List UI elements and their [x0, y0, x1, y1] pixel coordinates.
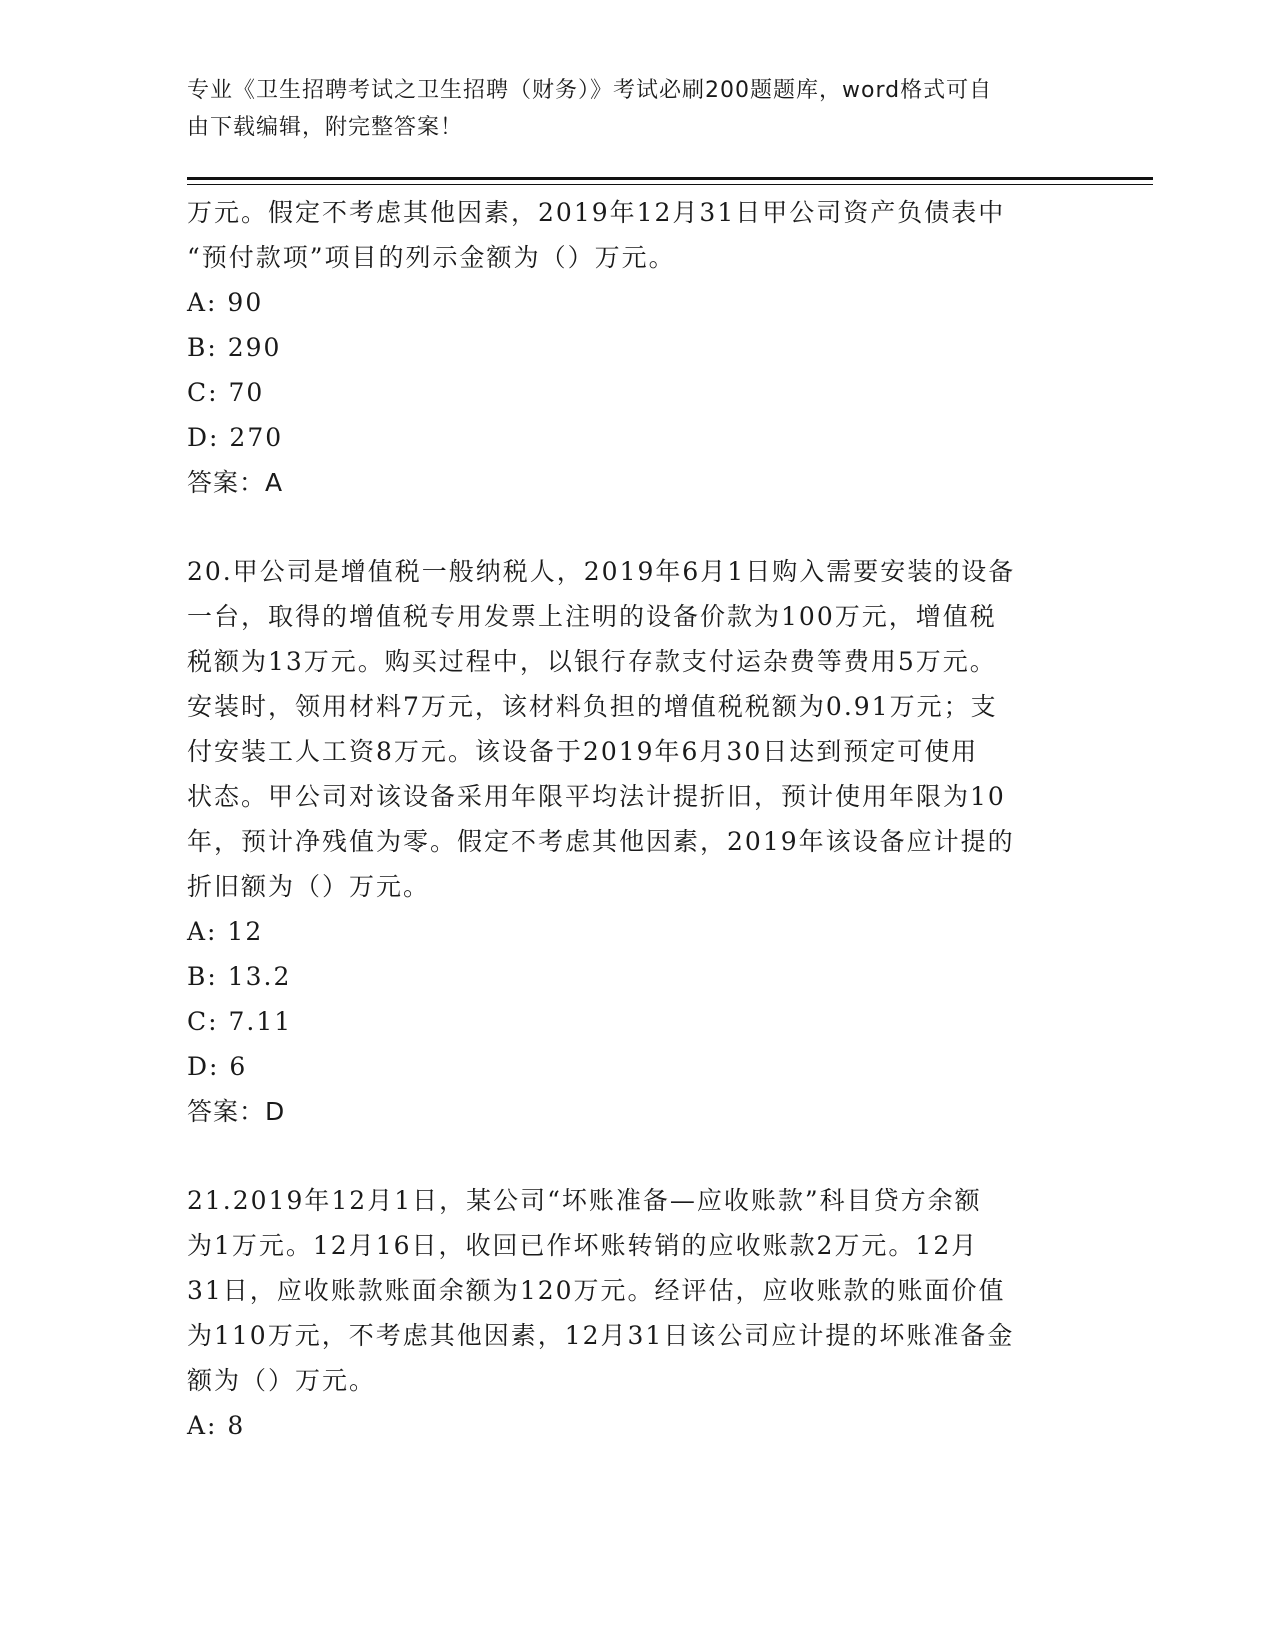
question-20 [187, 549, 1087, 1134]
question-stem-line: 为110万元，不考虑其他因素，12月31日该公司应计提的坏账准备金 [187, 1321, 1015, 1350]
question-stem-line: 年，预计净残值为零。假定不考虑其他因素，2019年该设备应计提的 [187, 827, 1015, 856]
question-stem-line: 为1万元。12月16日，收回已作坏账转销的应收账款2万元。12月 [187, 1231, 979, 1260]
question-stem-line: 21.2019年12月1日，某公司“坏账准备—应收账款”科目贷方余额 [187, 1186, 982, 1215]
question-stem-line: 折旧额为（）万元。 [187, 872, 431, 901]
question-stem-line: 20.甲公司是增值税一般纳税人，2019年6月1日购入需要安装的设备 [187, 557, 1016, 586]
option-b: B: 290 [187, 333, 282, 362]
option-c: C: 7.11 [187, 1007, 293, 1036]
option-a: A: 12 [187, 917, 264, 946]
answer: 答案：A [187, 468, 284, 497]
question-19 [187, 190, 1087, 505]
question-stem-line: “预付款项”项目的列示金额为（）万元。 [187, 243, 676, 272]
document-header [187, 72, 1067, 146]
header-line-1: 专业《卫生招聘考试之卫生招聘（财务）》考试必刷200题题库，word格式可自 [187, 78, 993, 103]
document-body [187, 190, 1087, 1448]
option-b: B: 13.2 [187, 962, 292, 991]
question-stem-line: 额为（）万元。 [187, 1366, 377, 1395]
question-stem-line: 税额为13万元。购买过程中，以银行存款支付运杂费等费用5万元。 [187, 647, 997, 676]
header-line-2: 由下载编辑，附完整答案！ [187, 115, 464, 140]
question-stem-line: 一台，取得的增值税专用发票上注明的设备价款为100万元，增值税 [187, 602, 997, 631]
question-stem-line: 安装时，领用材料7万元，该材料负担的增值税税额为0.91万元；支 [187, 692, 998, 721]
question-stem-line: 状态。甲公司对该设备采用年限平均法计提折旧，预计使用年限为10 [187, 782, 1006, 811]
option-a: A: 90 [187, 288, 264, 317]
option-a: A: 8 [187, 1411, 246, 1440]
header-divider-thick [187, 177, 1153, 180]
header-divider-thin [187, 184, 1153, 185]
spacer [187, 1134, 1087, 1178]
option-d: D: 6 [187, 1052, 248, 1081]
question-stem-line: 万元。假定不考虑其他因素，2019年12月31日甲公司资产负债表中 [187, 198, 1006, 227]
option-c: C: 70 [187, 378, 265, 407]
question-stem-line: 31日，应收账款账面余额为120万元。经评估，应收账款的账面价值 [187, 1276, 1006, 1305]
question-stem-line: 付安装工人工资8万元。该设备于2019年6月30日达到预定可使用 [187, 737, 979, 766]
question-21 [187, 1178, 1087, 1448]
answer: 答案：D [187, 1097, 286, 1126]
spacer [187, 505, 1087, 549]
option-d: D: 270 [187, 423, 284, 452]
